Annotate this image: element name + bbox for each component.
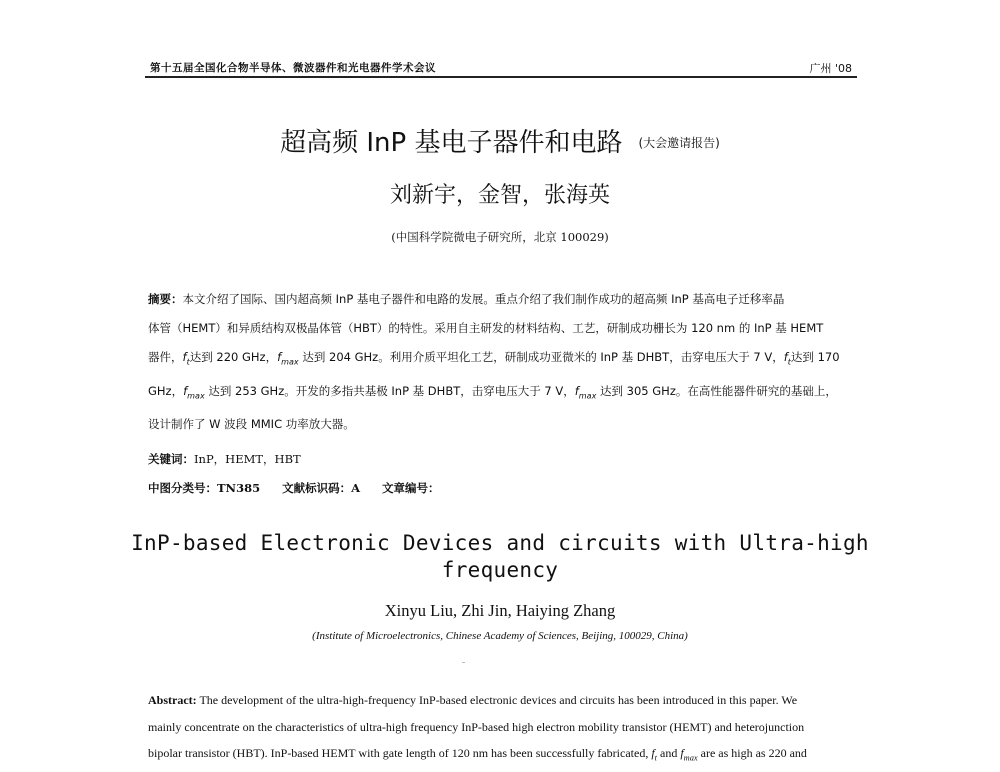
abstract-line — [148, 314, 860, 343]
abstract-text: 达到 170 — [790, 350, 840, 365]
frequency-symbol — [574, 383, 597, 401]
symbol-f: f — [783, 350, 788, 365]
frequency-symbol — [680, 746, 698, 763]
frequency-symbol — [183, 383, 205, 401]
authors: 刘新宇，金智，张海英 — [389, 183, 610, 208]
header-rule — [145, 76, 857, 78]
doc-code — [282, 481, 360, 495]
abstract-text: The development of the ultra-high-frequency InP-based electronic devices and circuits has been introduced in this paper. We — [196, 693, 798, 707]
abstract-cn — [148, 285, 860, 440]
running-header-location: 广州 '08 — [809, 62, 852, 75]
symbol-f: f — [680, 746, 684, 760]
abstract-line — [148, 687, 860, 714]
symbol-f: f — [651, 746, 655, 760]
abstract-text: GHz， — [148, 383, 184, 398]
clc-label: 中图分类号： — [148, 481, 217, 495]
paper-title — [0, 122, 1000, 159]
article-label: 文章编号： — [382, 481, 440, 495]
keywords-label: 关键词： — [148, 452, 194, 466]
abstract-text: 达到 204 GHz。利用介质平坦化工艺，研制成功亚微米的 InP 基 DHBT，击穿电压大于 7 V， — [298, 350, 784, 365]
abstract-text: bipolar transistor (HBT). InP-based HEMT with gate length of 120 nm has been successfully fabricated, — [148, 746, 652, 760]
abstract-text: 达到 253 GHz。开发的多指共基极 InP 基 DHBT，击穿电压大于 7 V， — [204, 383, 575, 398]
title-tag: (大会邀请报告) — [638, 136, 720, 150]
abstract-label: Abstract: — [148, 693, 197, 707]
symbol-subscript: t — [787, 357, 791, 367]
abstract-line — [148, 285, 860, 314]
english-title-line: frequency — [441, 558, 559, 582]
abstract-line — [148, 377, 860, 411]
english-affiliation: (Institute of Microelectronics, Chinese Academy of Sciences, Beijing, 100029, China) — [312, 630, 688, 642]
clc — [148, 481, 260, 495]
doc-label: 文献标识码： — [282, 481, 352, 495]
symbol-subscript: t — [654, 753, 657, 763]
symbol-f: f — [183, 383, 188, 398]
keywords-value: InP，HEMT，HBT — [194, 452, 301, 466]
abstract-text: are as high as 220 and — [697, 746, 807, 760]
abstract-line — [148, 410, 860, 439]
english-authors: Xinyu Liu, Zhi Jin, Haiying Zhang — [384, 601, 616, 620]
abstract-text: 达到 305 GHz。在高性能器件研究的基础上， — [596, 383, 837, 398]
frequency-symbol — [182, 350, 190, 367]
abstract-en — [148, 687, 860, 772]
symbol-subscript: max — [187, 391, 205, 401]
frequency-symbol — [783, 350, 791, 367]
frequency-symbol — [277, 350, 299, 367]
abstract-line — [148, 714, 860, 741]
abstract-text: 设计制作了 W 波段 MMIC 功率放大器。 — [148, 417, 355, 432]
symbol-subscript: max — [683, 753, 698, 763]
clc-value: TN385 — [217, 481, 261, 495]
abstract-text: 器件， — [148, 350, 183, 365]
abstract-text: 达到 220 GHz， — [189, 350, 278, 365]
abstract-text: mainly concentrate on the characteristics of ultra-high frequency InP-based high electron mobility transistor (HEMT) and heterojunction — [148, 719, 805, 734]
classification — [148, 480, 462, 496]
title-main: 超高频 InP 基电子器件和电路 — [280, 128, 623, 158]
abstract-line — [148, 343, 860, 377]
abstract-text: 本文介绍了国际、国内超高频 InP 基电子器件和电路的发展。重点介绍了我们制作成功的超高频 InP 基高电子迁移率晶 — [182, 292, 785, 306]
symbol-f: f — [574, 383, 579, 398]
abstract-line — [148, 740, 860, 772]
doc-value: A — [351, 481, 361, 495]
symbol-subscript: t — [186, 357, 190, 367]
article-no — [382, 481, 440, 495]
affiliation: (中国科学院微电子研究所，北京 100029) — [391, 230, 609, 244]
abstract-text: and — [657, 746, 681, 760]
english-title — [0, 530, 1000, 584]
abstract-text: 体管（HEMT）和异质结构双极晶体管（HBT）的特性。采用自主研发的材料结构、工艺，研制成功栅长为 120 nm 的 InP 基 HEMT — [148, 321, 824, 336]
symbol-f: f — [182, 350, 187, 365]
symbol-subscript: max — [578, 391, 597, 401]
english-title-line: InP-based Electronic Devices and circuits with Ultra-high — [131, 531, 869, 555]
abstract-label: 摘要： — [148, 292, 183, 306]
keywords — [148, 451, 301, 467]
symbol-subscript: max — [281, 357, 299, 367]
running-header-conference: 第十五届全国化合物半导体、微波器件和光电器件学术会议 — [150, 62, 436, 74]
symbol-f: f — [277, 350, 282, 365]
scan-speck — [462, 662, 465, 663]
